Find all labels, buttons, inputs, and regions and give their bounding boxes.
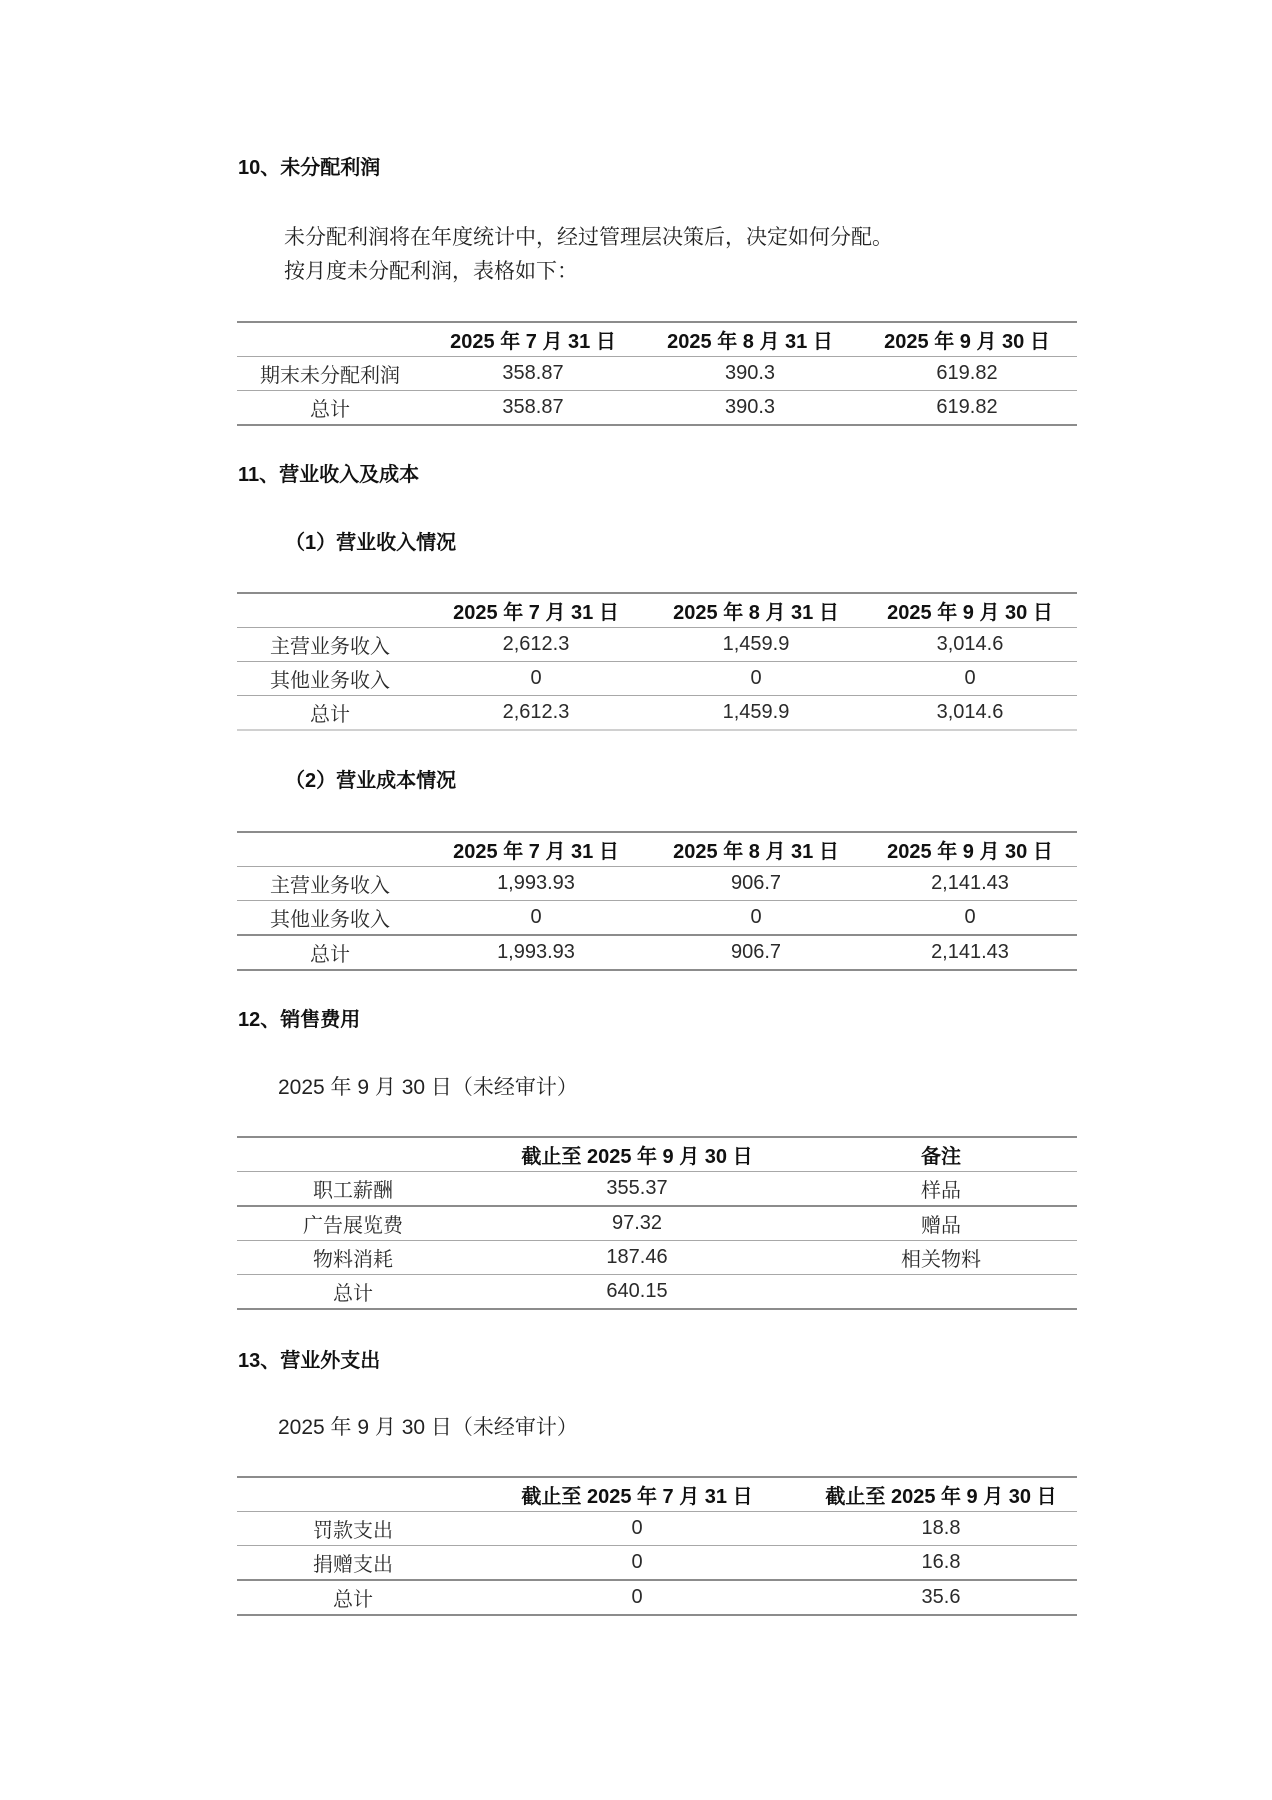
row-label: 总计 <box>237 1580 469 1615</box>
row-label: 罚款支出 <box>237 1512 469 1546</box>
table-cell: 2,141.43 <box>863 867 1077 901</box>
section-heading-undistributed-profit: 10、未分配利润 <box>238 157 381 179</box>
period-caption: 2025 年 9 月 30 日（未经审计） <box>278 1076 578 1099</box>
table-cell: 35.6 <box>805 1580 1077 1615</box>
header-cell: 备注 <box>805 1137 1077 1172</box>
period-caption: 2025 年 9 月 30 日（未经审计） <box>278 1416 578 1439</box>
table-cell: 1,459.9 <box>649 628 863 662</box>
table-row <box>237 901 1077 936</box>
revenue-table <box>237 592 1077 731</box>
table-row <box>237 867 1077 901</box>
remark-cell <box>805 1275 1077 1310</box>
table-cell: 0 <box>469 1512 805 1546</box>
row-label: 其他业务收入 <box>237 662 423 696</box>
table-cell: 619.82 <box>857 357 1077 391</box>
table-row-total <box>237 696 1077 731</box>
subsection-heading-revenue: （1）营业收入情况 <box>285 532 457 554</box>
row-label: 捐赠支出 <box>237 1546 469 1581</box>
row-label: 总计 <box>237 391 423 426</box>
table-cell: 18.8 <box>805 1512 1077 1546</box>
row-label: 物料消耗 <box>237 1241 469 1275</box>
table-row <box>237 1206 1077 1241</box>
table-cell: 0 <box>423 901 649 936</box>
table-row-total <box>237 935 1077 970</box>
header-cell: 2025 年 8 月 31 日 <box>643 322 857 357</box>
table-cell: 187.46 <box>469 1241 805 1275</box>
table-cell: 390.3 <box>643 391 857 426</box>
paragraph: 按月度未分配利润，表格如下： <box>284 260 578 283</box>
table-row <box>237 662 1077 696</box>
undistributed-profit-table <box>237 321 1077 426</box>
table-cell: 906.7 <box>649 867 863 901</box>
table-cell: 0 <box>469 1546 805 1581</box>
table-cell: 1,459.9 <box>649 696 863 731</box>
header-cell: 2025 年 9 月 30 日 <box>863 832 1077 867</box>
table-header-row <box>237 593 1077 628</box>
table-row-total <box>237 1580 1077 1615</box>
header-cell: 2025 年 7 月 31 日 <box>423 322 643 357</box>
table-row <box>237 1241 1077 1275</box>
header-cell: 截止至 2025 年 7 月 31 日 <box>469 1477 805 1512</box>
table-cell: 0 <box>649 662 863 696</box>
table-cell: 2,612.3 <box>423 696 649 731</box>
header-cell: 2025 年 8 月 31 日 <box>649 832 863 867</box>
table-header-row <box>237 322 1077 357</box>
table-cell: 1,993.93 <box>423 867 649 901</box>
row-label: 总计 <box>237 935 423 970</box>
header-cell: 2025 年 7 月 31 日 <box>423 832 649 867</box>
remark-cell: 相关物料 <box>805 1241 1077 1275</box>
table-cell: 16.8 <box>805 1546 1077 1581</box>
table-row-total <box>237 1275 1077 1310</box>
row-label: 主营业务收入 <box>237 628 423 662</box>
table-row <box>237 1546 1077 1581</box>
table-cell: 2,612.3 <box>423 628 649 662</box>
paragraph: 未分配利润将在年度统计中，经过管理层决策后，决定如何分配。 <box>284 226 893 249</box>
table-row <box>237 1512 1077 1546</box>
header-cell: 截止至 2025 年 9 月 30 日 <box>805 1477 1077 1512</box>
table-cell: 0 <box>649 901 863 936</box>
table-cell: 2,141.43 <box>863 935 1077 970</box>
table-cell: 390.3 <box>643 357 857 391</box>
header-cell: 2025 年 9 月 30 日 <box>863 593 1077 628</box>
section-heading-non-operating-expenses: 13、营业外支出 <box>238 1350 381 1372</box>
row-label: 其他业务收入 <box>237 901 423 936</box>
header-cell: 2025 年 9 月 30 日 <box>857 322 1077 357</box>
table-cell: 3,014.6 <box>863 696 1077 731</box>
table-cell: 619.82 <box>857 391 1077 426</box>
table-cell: 3,014.6 <box>863 628 1077 662</box>
header-cell <box>237 593 423 628</box>
table-cell: 0 <box>863 901 1077 936</box>
row-label: 期末未分配利润 <box>237 357 423 391</box>
remark-cell: 样品 <box>805 1172 1077 1207</box>
section-heading-revenue-and-cost: 11、营业收入及成本 <box>238 464 420 486</box>
row-label: 主营业务收入 <box>237 867 423 901</box>
table-row-total <box>237 391 1077 426</box>
row-label: 广告展览费 <box>237 1206 469 1241</box>
row-label: 总计 <box>237 696 423 731</box>
header-cell <box>237 1477 469 1512</box>
header-cell <box>237 832 423 867</box>
row-label: 总计 <box>237 1275 469 1310</box>
table-cell: 358.87 <box>423 391 643 426</box>
table-header-row <box>237 1477 1077 1512</box>
header-cell <box>237 322 423 357</box>
header-cell: 2025 年 7 月 31 日 <box>423 593 649 628</box>
remark-cell: 赠品 <box>805 1206 1077 1241</box>
header-cell <box>237 1137 469 1172</box>
table-cell: 1,993.93 <box>423 935 649 970</box>
section-heading-selling-expenses: 12、销售费用 <box>238 1009 361 1031</box>
table-header-row <box>237 832 1077 867</box>
table-cell: 0 <box>469 1580 805 1615</box>
row-label: 职工薪酬 <box>237 1172 469 1207</box>
non-operating-expenses-table <box>237 1476 1077 1616</box>
table-cell: 97.32 <box>469 1206 805 1241</box>
table-row <box>237 357 1077 391</box>
table-cell: 640.15 <box>469 1275 805 1310</box>
table-row <box>237 628 1077 662</box>
cost-table <box>237 831 1077 971</box>
header-cell: 截止至 2025 年 9 月 30 日 <box>469 1137 805 1172</box>
table-cell: 906.7 <box>649 935 863 970</box>
table-row <box>237 1172 1077 1207</box>
selling-expenses-table <box>237 1136 1077 1310</box>
table-cell: 355.37 <box>469 1172 805 1207</box>
table-header-row <box>237 1137 1077 1172</box>
subsection-heading-cost: （2）营业成本情况 <box>285 770 457 792</box>
table-cell: 358.87 <box>423 357 643 391</box>
header-cell: 2025 年 8 月 31 日 <box>649 593 863 628</box>
table-cell: 0 <box>863 662 1077 696</box>
table-cell: 0 <box>423 662 649 696</box>
